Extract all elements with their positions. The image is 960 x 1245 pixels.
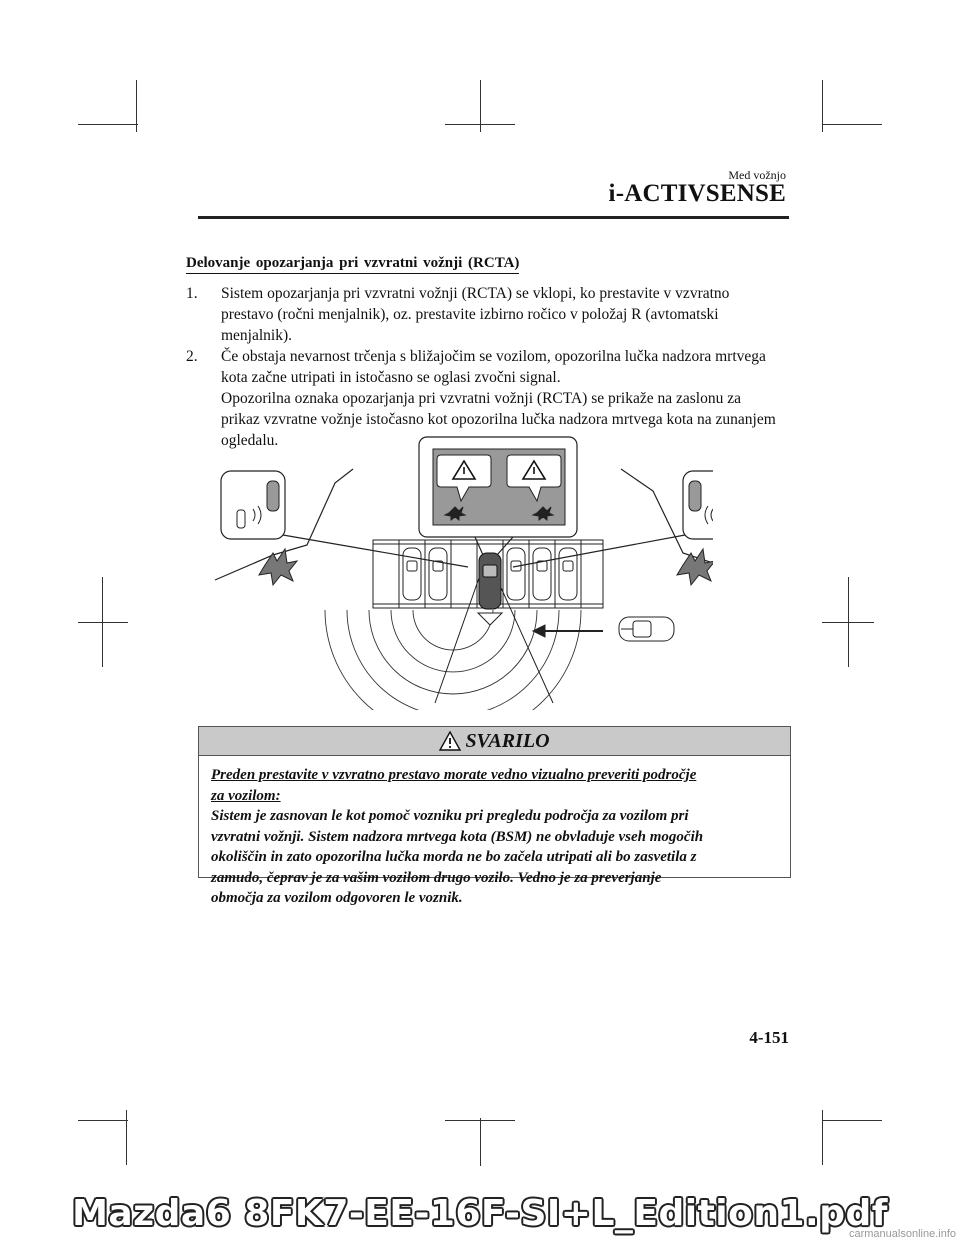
step-line: Če obstaja nevarnost trčenja s bližajočim se vozilom, opozorilna lučka nadzora mrtvega	[221, 348, 766, 365]
watermark[interactable]: carmanualsonline.info	[848, 1228, 956, 1240]
step-line: Sistem opozarjanja pri vzvratni vožnji (RCTA) se vklopi, ko prestavite v vzvratno	[221, 285, 730, 302]
step-line: menjalnik).	[221, 327, 293, 344]
step-line: ogledalu.	[221, 432, 279, 449]
approaching-car	[533, 617, 674, 641]
warning-box	[198, 726, 791, 906]
header-rule	[198, 216, 789, 219]
step-line: Opozorilna oznaka opozarjanja pri vzvratni vožnji (RCTA) se prikaže na zaslonu za	[221, 390, 741, 407]
rcta-illustration	[213, 435, 713, 710]
warning-header	[199, 727, 790, 756]
warning-body	[199, 756, 790, 909]
warning-title: SVARILO	[465, 729, 550, 752]
running-header-chapter: i-ACTIVSENSE	[608, 180, 786, 207]
reversing-car	[478, 553, 502, 625]
step-line: kota začne utripati in istočasno se oglasi zvočni signal.	[221, 369, 561, 386]
list-item	[186, 283, 790, 346]
warning-body-line: vzvratni vožnji. Sistem nadzora mrtvega kota (BSM) ne obvladuje vseh mogočih	[211, 828, 704, 845]
warning-lead-line: Preden prestavite v vzvratno prestavo morate vedno vizualno preveriti področje	[211, 767, 697, 783]
warning-triangle-icon	[439, 731, 461, 751]
warning-body-line: Sistem je zasnovan le kot pomoč vozniku pri pregledu področja za vozilom pri	[211, 808, 689, 824]
warning-lead-line: za vozilom:	[211, 787, 281, 804]
warning-body-line: območja za vozilom odgovoren le voznik.	[211, 890, 463, 906]
step-number: 2.	[186, 348, 198, 365]
steps-list	[186, 283, 790, 451]
warning-body-line: zamudo, čeprav je za vašim vozilom drugo vozilo. Vedno je za preverjanje	[211, 869, 662, 886]
warning-body-line: okoliščin in zato opozorilna lučka morda ne bo začela utripati ali bo zasvetila z	[211, 849, 697, 865]
step-line: prikaz vzvratne vožnje istočasno kot opozorilna lučka nadzora mrtvega kota na zunanjem	[221, 411, 776, 428]
section-subheading: Delovanje opozarjanja pri vzvratni vožnji (RCTA)	[186, 255, 519, 274]
footer-filename: Mazda6 8FK7-EE-16F-SI+L_Edition1.pdf	[72, 1193, 888, 1234]
step-number: 1.	[186, 285, 198, 302]
step-line: prestavo (ročni menjalnik), oz. prestavite izbirno ročico v položaj R (avtomatski	[221, 306, 719, 323]
rear-view-display-callout	[419, 437, 577, 555]
page-number: 4-151	[749, 1028, 789, 1047]
detection-arcs	[325, 610, 581, 710]
